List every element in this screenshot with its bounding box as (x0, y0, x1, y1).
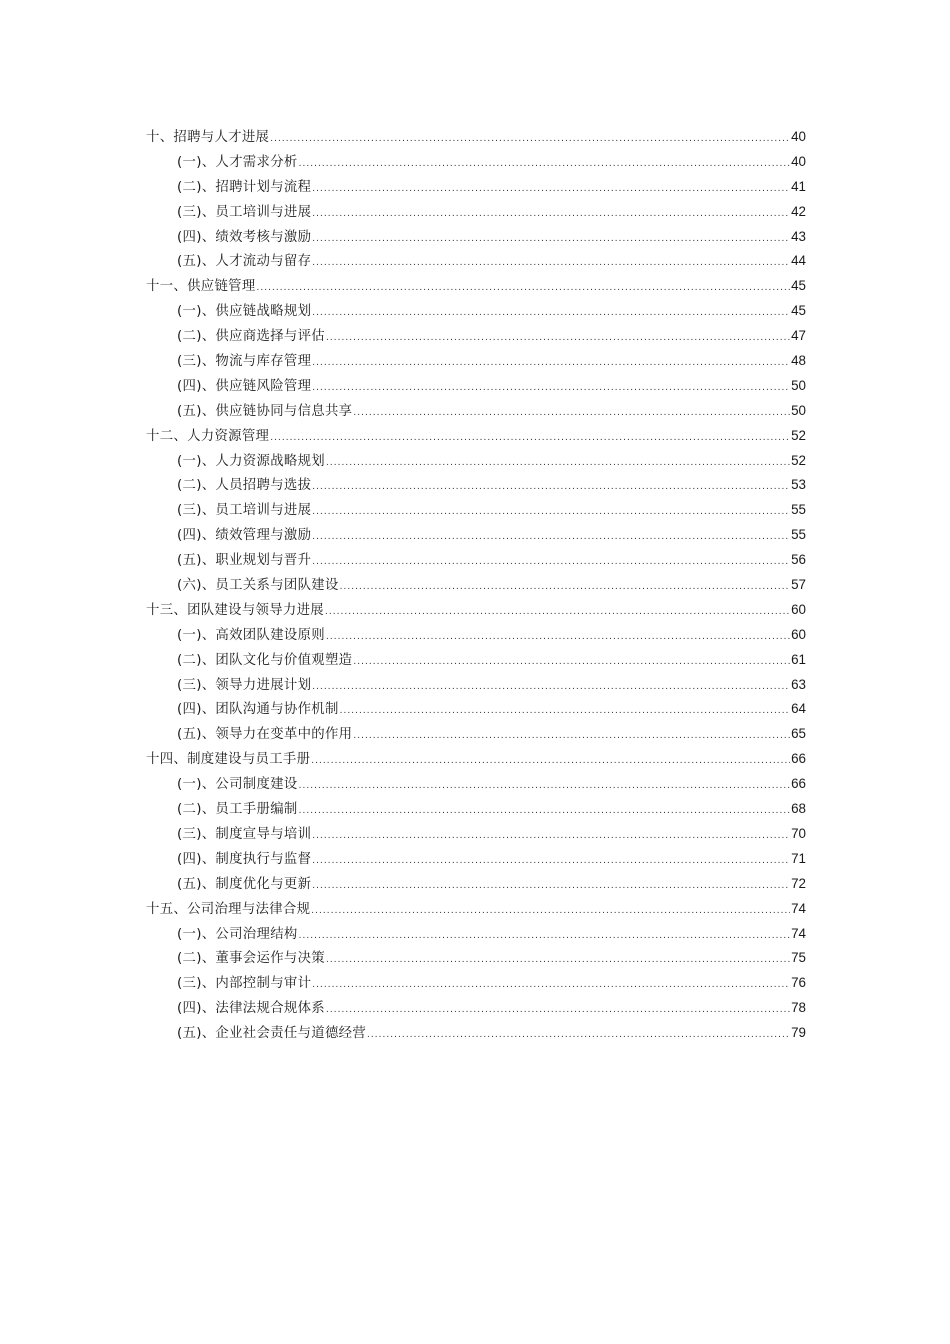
toc-entry-label: (三)、物流与库存管理 (177, 354, 312, 370)
toc-dot-leader (299, 924, 791, 947)
toc-dot-leader (270, 127, 790, 150)
toc-subsection-entry[interactable] (146, 772, 806, 797)
toc-page-number: 55 (791, 502, 806, 518)
toc-subsection-entry[interactable] (146, 225, 806, 250)
toc-entry-label: (三)、员工培训与进展 (177, 204, 312, 220)
toc-entry-label: (一)、高效团队建设原则 (177, 627, 325, 643)
toc-dot-leader (325, 600, 790, 623)
toc-entry-label: (五)、供应链协同与信息共享 (177, 403, 353, 419)
toc-dot-leader (312, 874, 790, 897)
toc-page-number: 50 (791, 402, 806, 418)
toc-page-number: 50 (791, 377, 806, 393)
toc-subsection-entry[interactable] (146, 847, 806, 872)
toc-subsection-entry[interactable] (146, 697, 806, 722)
toc-entry-label: 十、招聘与人才进展 (146, 130, 270, 145)
toc-entry-label: 十二、人力资源管理 (146, 428, 270, 444)
toc-entry-label: (五)、职业规划与晋升 (177, 553, 312, 569)
toc-dot-leader (353, 401, 790, 424)
toc-page-number: 78 (791, 1000, 806, 1016)
toc-subsection-entry[interactable] (146, 971, 806, 996)
toc-subsection-entry[interactable] (146, 922, 806, 947)
toc-dot-leader (312, 177, 790, 200)
toc-entry-label: (一)、公司制度建设 (177, 777, 298, 793)
toc-entry-label: (三)、领导力进展计划 (177, 677, 312, 693)
toc-dot-leader (270, 426, 790, 449)
toc-page-number: 41 (791, 178, 806, 194)
toc-subsection-entry[interactable] (146, 299, 806, 324)
toc-entry-label: (二)、董事会运作与决策 (177, 951, 325, 967)
toc-entry-label: (三)、员工培训与进展 (177, 503, 312, 519)
toc-dot-leader (312, 824, 790, 847)
toc-section-entry[interactable] (146, 125, 806, 150)
toc-entry-label: (二)、供应商选择与评估 (177, 329, 325, 345)
toc-page-number: 52 (791, 452, 806, 468)
toc-page-number: 63 (791, 676, 806, 692)
toc-page-number: 57 (791, 577, 806, 593)
toc-entry-label: (四)、团队沟通与协作机制 (177, 702, 339, 718)
toc-section-entry[interactable] (146, 598, 806, 623)
toc-page-number: 75 (791, 950, 806, 966)
toc-dot-leader (353, 724, 790, 747)
toc-page-number: 52 (791, 427, 806, 443)
toc-dot-leader (312, 202, 790, 225)
toc-page-number: 47 (791, 328, 806, 344)
toc-dot-leader (312, 973, 790, 996)
toc-entry-label: (三)、制度宣导与培训 (177, 826, 312, 842)
toc-dot-leader (312, 550, 790, 573)
toc-page-number: 70 (791, 825, 806, 841)
toc-entry-label: (一)、公司治理结构 (177, 926, 298, 942)
toc-dot-leader (312, 251, 790, 274)
toc-dot-leader (257, 276, 791, 299)
toc-dot-leader (340, 699, 790, 722)
toc-page-number: 42 (791, 203, 806, 219)
toc-subsection-entry[interactable] (146, 573, 806, 598)
toc-entry-label: (四)、绩效管理与激励 (177, 528, 312, 544)
toc-subsection-entry[interactable] (146, 722, 806, 747)
toc-dot-leader (312, 849, 790, 872)
toc-dot-leader (312, 301, 790, 324)
toc-entry-label: (五)、制度优化与更新 (177, 876, 312, 892)
toc-entry-label: (四)、法律法规合规体系 (177, 1001, 325, 1017)
toc-entry-label: (四)、制度执行与监督 (177, 851, 312, 867)
toc-page-number: 40 (791, 129, 806, 144)
toc-subsection-entry[interactable] (146, 1021, 806, 1046)
toc-dot-leader (326, 625, 790, 648)
toc-page-number: 76 (791, 975, 806, 991)
toc-subsection-entry[interactable] (146, 249, 806, 274)
toc-dot-leader (353, 650, 790, 673)
toc-subsection-entry[interactable] (146, 822, 806, 847)
toc-dot-leader (312, 675, 790, 698)
toc-entry-label: (六)、员工关系与团队建设 (177, 578, 339, 594)
toc-entry-label: (四)、绩效考核与激励 (177, 229, 312, 245)
toc-page-number: 53 (791, 477, 806, 493)
toc-dot-leader (311, 899, 790, 922)
toc-entry-label: (五)、企业社会责任与道德经营 (177, 1026, 367, 1042)
toc-page-number: 40 (791, 153, 806, 169)
toc-page-number: 43 (791, 228, 806, 244)
toc-dot-leader (326, 326, 790, 349)
toc-subsection-entry[interactable] (146, 872, 806, 897)
toc-dot-leader (367, 1023, 790, 1046)
toc-dot-leader (326, 451, 790, 474)
toc-dot-leader (312, 227, 790, 250)
toc-entry-label: 十四、制度建设与员工手册 (146, 752, 311, 768)
toc-entry-label: (一)、人才需求分析 (177, 154, 298, 170)
toc-subsection-entry[interactable] (146, 374, 806, 399)
toc-entry-label: (五)、领导力在变革中的作用 (177, 727, 353, 743)
toc-page-number: 64 (791, 701, 806, 717)
toc-subsection-entry[interactable] (146, 797, 806, 822)
toc-entry-label: (二)、人员招聘与选拔 (177, 478, 312, 494)
toc-entry-label: (五)、人才流动与留存 (177, 254, 312, 270)
toc-dot-leader (340, 575, 790, 598)
toc-dot-leader (312, 525, 790, 548)
toc-subsection-entry[interactable] (146, 399, 806, 424)
toc-subsection-entry[interactable] (146, 473, 806, 498)
toc-page-number: 74 (791, 925, 806, 941)
toc-entry-label: (一)、供应链战略规划 (177, 304, 312, 320)
toc-entry-label: (四)、供应链风险管理 (177, 378, 312, 394)
toc-entry-label: (二)、团队文化与价值观塑造 (177, 652, 353, 668)
toc-page-number: 45 (791, 278, 806, 294)
toc-page-number: 65 (791, 726, 806, 742)
toc-entry-label: (三)、内部控制与审计 (177, 976, 312, 992)
toc-subsection-entry[interactable] (146, 349, 806, 374)
toc-subsection-entry[interactable] (146, 498, 806, 523)
toc-page-number: 66 (791, 776, 806, 792)
toc-dot-leader (312, 500, 790, 523)
toc-entry-label: 十一、供应链管理 (146, 279, 256, 295)
toc-dot-leader (312, 376, 790, 399)
toc-subsection-entry[interactable] (146, 648, 806, 673)
toc-dot-leader (326, 998, 790, 1021)
toc-page-number: 55 (791, 527, 806, 543)
toc-page-number: 72 (791, 875, 806, 891)
toc-subsection-entry[interactable] (146, 150, 806, 175)
toc-dot-leader (299, 774, 791, 797)
toc-page-number: 56 (791, 552, 806, 568)
toc-dot-leader (311, 749, 790, 772)
toc-subsection-entry[interactable] (146, 623, 806, 648)
toc-dot-leader (299, 799, 791, 822)
toc-page-number: 60 (791, 601, 806, 617)
toc-section-entry[interactable] (146, 897, 806, 922)
toc-entry-label: 十五、公司治理与法律合规 (146, 901, 311, 917)
toc-page-number: 48 (791, 353, 806, 369)
toc-subsection-entry[interactable] (146, 548, 806, 573)
toc-subsection-entry[interactable] (146, 996, 806, 1021)
toc-page-number: 45 (791, 303, 806, 319)
toc-page-number: 61 (791, 651, 806, 667)
toc-dot-leader (299, 152, 791, 175)
toc-subsection-entry[interactable] (146, 523, 806, 548)
toc-page-number: 71 (791, 850, 806, 866)
toc-dot-leader (326, 948, 790, 971)
toc-entry-label: (二)、招聘计划与流程 (177, 179, 312, 195)
toc-subsection-entry[interactable] (146, 324, 806, 349)
toc-subsection-entry[interactable] (146, 175, 806, 200)
toc-page-number: 79 (791, 1025, 806, 1041)
toc-page-number: 68 (791, 801, 806, 817)
toc-section-entry[interactable] (146, 424, 806, 449)
toc-page-number: 66 (791, 751, 806, 767)
toc-section-entry[interactable] (146, 274, 806, 299)
toc-page-number: 44 (791, 253, 806, 269)
toc-entry-label: 十三、团队建设与领导力进展 (146, 602, 324, 618)
toc-dot-leader (312, 351, 790, 374)
toc-page-number: 74 (791, 900, 806, 916)
table-of-contents (146, 125, 806, 1046)
toc-entry-label: (一)、人力资源战略规划 (177, 453, 325, 469)
toc-subsection-entry[interactable] (146, 449, 806, 474)
toc-subsection-entry[interactable] (146, 946, 806, 971)
toc-page-number: 60 (791, 626, 806, 642)
toc-section-entry[interactable] (146, 747, 806, 772)
toc-subsection-entry[interactable] (146, 673, 806, 698)
toc-entry-label: (二)、员工手册编制 (177, 802, 298, 818)
toc-dot-leader (312, 475, 790, 498)
toc-subsection-entry[interactable] (146, 200, 806, 225)
